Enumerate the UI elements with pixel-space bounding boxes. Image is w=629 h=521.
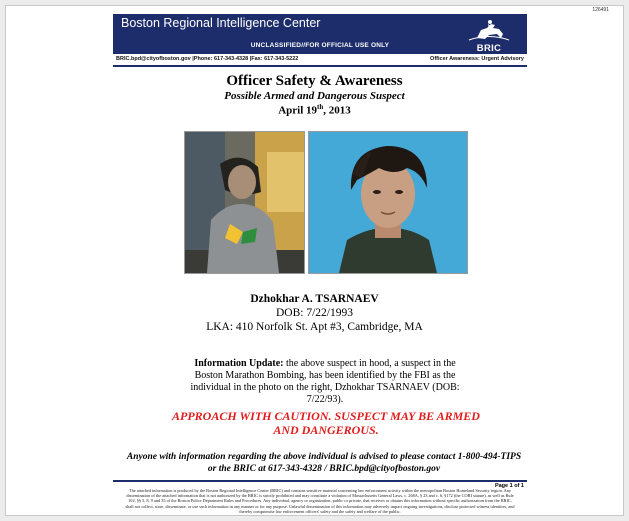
bulletin-date [6,103,623,117]
legal-disclaimer: The attached information is produced by the Boston Regional Intelligence Center (BRIC) and contains sensitive material concerning law enforcement activity within the metropolitan Boston Homeland Security region. Any dissemination of the attached information that is not authorized by the BRIC is strictly prohibited and may constitute a violation of Massachusetts General Laws, c. 268A, § 23 and c. 6, §172 (the CORI statute), as well as Rule 102, §§ 5, 8, 9 and 35 of the Boston Police Department Rules and Procedures. Any individual, agency or organization, public or private, that receives or obtains this information without specific authorization from the BRIC, shall not collect, store, disseminate, or use such information in any manner or for any purpose. Unlawful dissemination of this information may adversely impact ongoing investigations, disclose protected witness identities, and thereby compromise law enforcement officers' safety and the safety and welfare of the public. [125,488,515,514]
bulletin-subtitle: Possible Armed and Dangerous Suspect [224,90,405,102]
bric-logo [459,16,519,52]
date-suffix: th [317,103,324,111]
update-label: Information Update: [194,358,284,369]
contact-instructions: Anyone with information regarding the above individual is advised to please contact 1-800-494-TIPS or the BRIC at 617-343-4328 / BRIC.bpd@cityofboston.gov [126,452,522,474]
suspect-address: LKA: 410 Norfolk St. Apt #3, Cambridge, MA [206,321,423,333]
contact-info: BRIC.bpd@cityofboston.gov |Phone: 617-343-4328 |Fax: 617-343-5222 [116,56,299,62]
advisory-type: Officer Awareness: Urgent Advisory [430,56,524,62]
suspect-portrait [308,131,468,274]
horse-rider-icon [459,16,519,44]
date-year: , 2013 [323,104,351,117]
bulletin-title: Officer Safety & Awareness [226,73,403,89]
classification-label: UNCLASSIFIED//FOR OFFICIAL USE ONLY [250,42,390,49]
suspect-name: Dzhokhar A. TSARNAEV [250,293,379,305]
update-text: the above suspect in hood, a suspect in the Boston Marathon Bombing, has been identified by the FBI as the individual in the photo on the right, Dzhokhar TSARNAEV (DOB: 7/22/93). [190,358,460,405]
surveillance-photo [184,131,305,274]
page-number: Page 1 of 1 [494,483,524,489]
header-title: Boston Regional Intelligence Center [121,16,321,30]
bulletin-page [5,5,624,516]
caution-warning: APPROACH WITH CAUTION. SUSPECT MAY BE ARMED AND DANGEROUS. [172,409,480,437]
contact-bar [113,55,527,67]
document-id: 126491 [592,7,609,13]
information-update [184,358,466,406]
date-main: April 19 [278,104,318,117]
logo-text: BRIC [476,43,502,54]
suspect-dob: DOB: 7/22/1993 [276,307,353,319]
header-banner [113,14,527,54]
footer-divider [113,480,527,489]
